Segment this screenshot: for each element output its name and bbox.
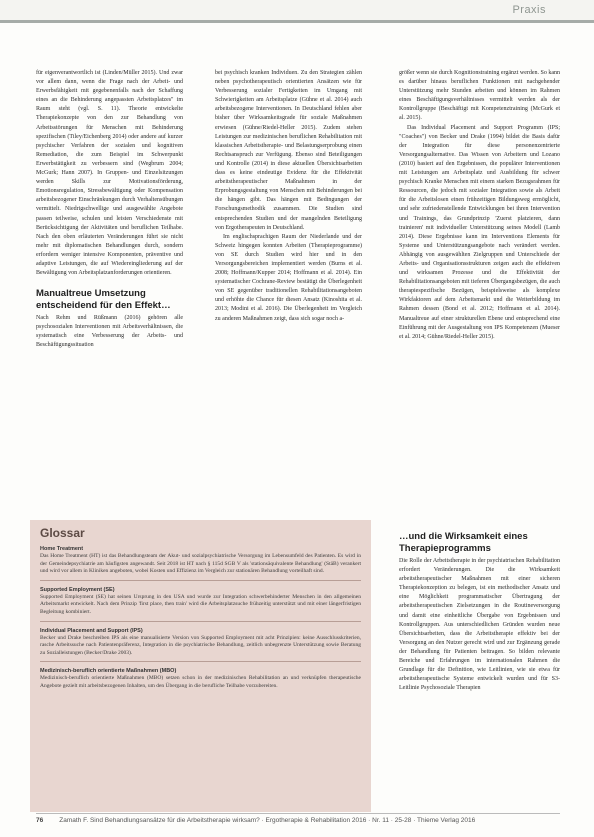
- paragraph: bei psychisch kranken Individuen. Zu den Strategien zählen neben psychotherapeutisch orientierten Ansätzen wie für Verbesserung sozialer Fertigkeiten im Umgang mit Schwierigkeiten am Arbeitsplatze (Gühne et al. 2014) auch arbeitsbezogene Interventionen. In Deutschland fehlen aber bisher über Wirksamkeitsgrade für soziale Maßnahmen erwiesen (Gühne/Riedel-Heller 2015). Zudem stehen Leistungen zur medizinischen beruflichen Rehabilitation mit klassischen Arbeitstherapie- und Belastungserprobung einen Rechtsanspruch zur Verfügung. Ebenso sind Beteiligungen und Kontrolle (2014) in diese aktuellen Übersichtsarbeiten dass es keine eindeutige Evidenz für die Effektivität arbeitstherapeutischer Maßnahmen in der Erprobungsgestaltung von Menschen mit Behinderungen bei die hängen gibt. Das hängen mit Bedingungen der Forschungsmethodik zusammen. Die Studien sind entsprechenden Studien und der mangelnden Beteiligung von Ergotherapeuten in Deutschland.: [215, 70, 362, 231]
- paragraph: Im englischsprachigen Raum der Niederlande und der Schweiz hingegen konnten Arbeiten (Therapieprogramme) von SE durch Studien wird hier und in den Versorgungsbereichen implementiert werden (Burns et al. 2008; Hoffmann/Kupper 2014; Hoffmann et al. 2014). Ein systematischer Cochrane-Review bestätigt die Überlegenheit von SE gegenüber traditionellen Rehabilitationsangeboten und erhöhte die Chance für diesen Ansatz (Kinoshita et al. 2013; Modini et al. 2016). Die Überlegenheit im Vergleich zu anderen Maßnahmen zeigt, dass sich sogar noch a-: [215, 233, 362, 322]
- glossary-box: [30, 520, 371, 812]
- glossary-entry: [40, 627, 361, 658]
- page-footer: [36, 817, 560, 824]
- running-head: Praxis: [512, 4, 546, 16]
- glossary-definition: Becker und Drake beschreiben IPS als eine manualisierte Version von Supported Employment mit acht Prinzipien: keine Ausschlusskriterien, rasche Arbeitssuche nach Patientenpräferenz, Integration in die psychiatrische Behandlung, zeitlich unbegrenzte Unterstützung sowie Beratung zu Sozialleistungen (Becker/Drake 2003).: [40, 634, 361, 656]
- column-2: [215, 69, 362, 324]
- glossary-title: Glossar: [40, 526, 85, 540]
- glossary-entry: [40, 586, 361, 617]
- column-3-lower: [399, 531, 560, 693]
- glossary-entry: [40, 545, 361, 576]
- glossary-definition: Das Home Treatment (HT) ist das Behandlungsteam der Akut- und sozialpsychiatrische Versorgung im Lebensumfeld des Patienten. Es wird in der Gemeindepsychiatrie am häufigsten angewandt. Seit 2018 ist HT nach § 115d SGB V als 'stationsäquivalente Behandlung' (StäB) verankert und wird vor allem in Kliniken angeboten, wobei Kosten und Effizienz im Vergleich zur stationären Behandlung vorteilhaft sind.: [40, 553, 361, 575]
- page-number: 76: [36, 817, 44, 824]
- section-heading: Manualtreue Umsetzung entscheidend für den Effekt…: [36, 288, 171, 312]
- divider: [40, 661, 361, 662]
- paragraph: größer wenn sie durch Kognitionstraining ergänzt werden. So kann es darüber hinaus beruflichen Funktionen mit nachgehender Unterstützung mehr Stunden arbeiten und können im Rahmen eines Beschäftigungsverhältnisses vermittelt werden als der Kontrollgruppe (Beschäftigt mit Kompetenztraining (McGurk et al. 2015).: [399, 70, 561, 122]
- paragraph: Nach Rehm und Rüßmann (2016) gehören alle psychosozialen Interventionen mit Arbeitsverhältnissen, die systematisch eine Verbesserung der Arbeits- und Beschäftigungssituation: [36, 315, 183, 349]
- column-1: [36, 69, 183, 351]
- paragraph: für eigenverantwortlich ist (Linden/Müller 2015). Und zwar vor allem dann, wenn die Frage nach der Arbeit- und Erwerbsfähigkeit mit gegebenenfalls nach der Schaffung eines an die Behinderung angepassten Arbeitsplatzes" im Raum steht (vgl. S. 11). Theorie entwickelte Therapiekonzepte von den zur Behandlung von Arbeitsstörungen für Menschen mit Behinderung spezifischen (Tiley/Eichenberg 2014) oder andere auf kurzer psychischer Verfahren der sozialen und kognitiven Remediation, die zum Beispiel im Schwerpunkt Erwerbstätigkeit zu verbessern sind (Wegbrum 2004; McGurk; Hann 2007). In Gruppen- und Einzelsitzungen werden Skills zur Motivationsförderung, Emotionsregulation, Stressbewältigung oder Kompensation arbeitsbezogener Einschränkungen durch Verhaltensübungen vermittelt. Niedrigschwellige und ausgewählte Angebote passen teilweise, schulen und leisten Verschiedenste mit Berücksichtigung der Aktivitäten und beruflichen Teilhabe. Nach den oben erläuterten Veränderungen führt sie nicht mehr mit diplomatischen Behandlungen durch, sondern erfordern weniger intensive Komponenten, präventive und adaptive Leistungen, die auf Wiedereingliederung auf der Bewältigung von Arbeitsplatzanforderungen orientieren.: [36, 70, 183, 277]
- divider: [40, 621, 361, 622]
- footer-citation: Zamath F. Sind Behandlungsansätze für die Arbeitstherapie wirksam? · Ergotherapie & Rehabilitation 2016 · Nr. 11 · 25-28 · Thieme Verlag 2016: [59, 817, 476, 824]
- glossary-term: Home Treatment: [40, 546, 84, 552]
- header-bar: [0, 0, 594, 23]
- glossary-term: Individual Placement and Support (IPS): [40, 627, 143, 634]
- paragraph: Die Rolle der Arbeitstherapie in der psychiatrischen Rehabilitation erfordert Veränderungen. Die die Wirksamkeit arbeitstherapeutischer Maßnahmen mit einer sicheren Therapiekonzeption zu belegen, ist ein methodischer Ansatz und eine Möglichkeit programmatischer Übertragung der arbeitstherapeutischen Zielsetzungen in die Routineversorgung und damit eine einheitliche Übergabe von Ergebnissen und Kontrollgruppen. Aus unterschiedlichen Gründen wurden neue Übersichtsarbeiten, dass die Arbeitstherapie effektiv bei der Versorgung an den Nutzer gerecht wird und zur Ergänzung gerade der Behandlung für Patienten beitragen. So bilden relevante Bereiche und Erfahrungen im internationalen Rahmen die Grundlage für die Definition, wie Leitlinien, wie sie etwa für arbeitstherapeutische Systeme entwickelt wurden und für S3-Leitlinie Psychosoziale Therapien: [399, 558, 560, 692]
- section-heading: …und die Wirksamkeit eines Therapieprogramms: [399, 531, 528, 554]
- paragraph: Das Individual Placement and Support Programm (IPS; "Coaches") von Becker und Drake (1994) bildet die Basis dafür der Integration für diese personenzentrierte Versorgungsalternative. Das Wissen von Arbeitern und Lozano (2010) basiert auf den Ergebnissen, die populärer Interventionen mit Leistungen am Arbeitsplatz und Ausbildung für schwer psychisch Kranke Menschen mit einem starken Bezugsrahmen für Ressourcen, die jedoch mit sozialer Integration sowie als Arbeit für die Arbeitslosen einen frühzeitigen Bildungsweg ermöglicht, und sehr zufriedenstellende Entwicklungen bei ihren Intervention und Trainings, das Grundprinzip 'Zuerst platzieren, dann trainieren' mit individueller Unterstützung seines Modell (Lamb 2014). Diese Ergebnisse kann im Interventions Elements für Systeme und Unterstützungsangebote nach verändert werden. Abhängig von ausgewählten Zielgruppen und Unterschiede der Arbeits- und Organisationsstrukturen zeigen auch die effektiven und wirksamen Prozesse und die Effektivität der Rehabilitationsangeboten mit tieferen Übergangsbezügen, die auch therapiespezifische Bezügen, beispielsweise als komplexe Wirkfaktoren auf dem Arbeitsmarkt und die Weiterbildung im Rahmen dessen (Bond et al. 2012; Hoffmann et al. 2014). Manualtreue auf einer strukturellen Ebene und entsprechend eine Einführung mit der Ausgestaltung von IPS Kompetenzen (Mueser et al. 2014; Gühne/Riedel-Heller 2015).: [399, 124, 560, 340]
- glossary-term: Medizinisch-beruflich orientierte Maßnahmen (MBO): [40, 668, 177, 675]
- footer-divider: [36, 813, 560, 814]
- glossary-term: Supported Employment (SE): [40, 586, 115, 593]
- glossary-definition: Supported Employment (SE) hat seinen Ursprung in den USA und wurde zur Integration schwerbehinderter Menschen in den allgemeinen Arbeitsmarkt entwickelt. Nach dem Prinzip 'first place, then train' wird die Arbeitsplatzsuche frühzeitig unterstützt und mit einer längerfristigen Begleitung kombiniert.: [40, 593, 361, 615]
- glossary-entry: [40, 667, 361, 690]
- divider: [40, 580, 361, 581]
- column-3: [399, 69, 560, 342]
- glossary-definition: Medizinisch-beruflich orientierte Maßnahmen (MBO) setzen schon in der medizinischen Rehabilitation an und verknüpfen therapeutische Angebote gezielt mit arbeitsbezogenen Inhalten, um den Übergang in die berufliche Teilhabe vorzubereiten.: [40, 675, 361, 689]
